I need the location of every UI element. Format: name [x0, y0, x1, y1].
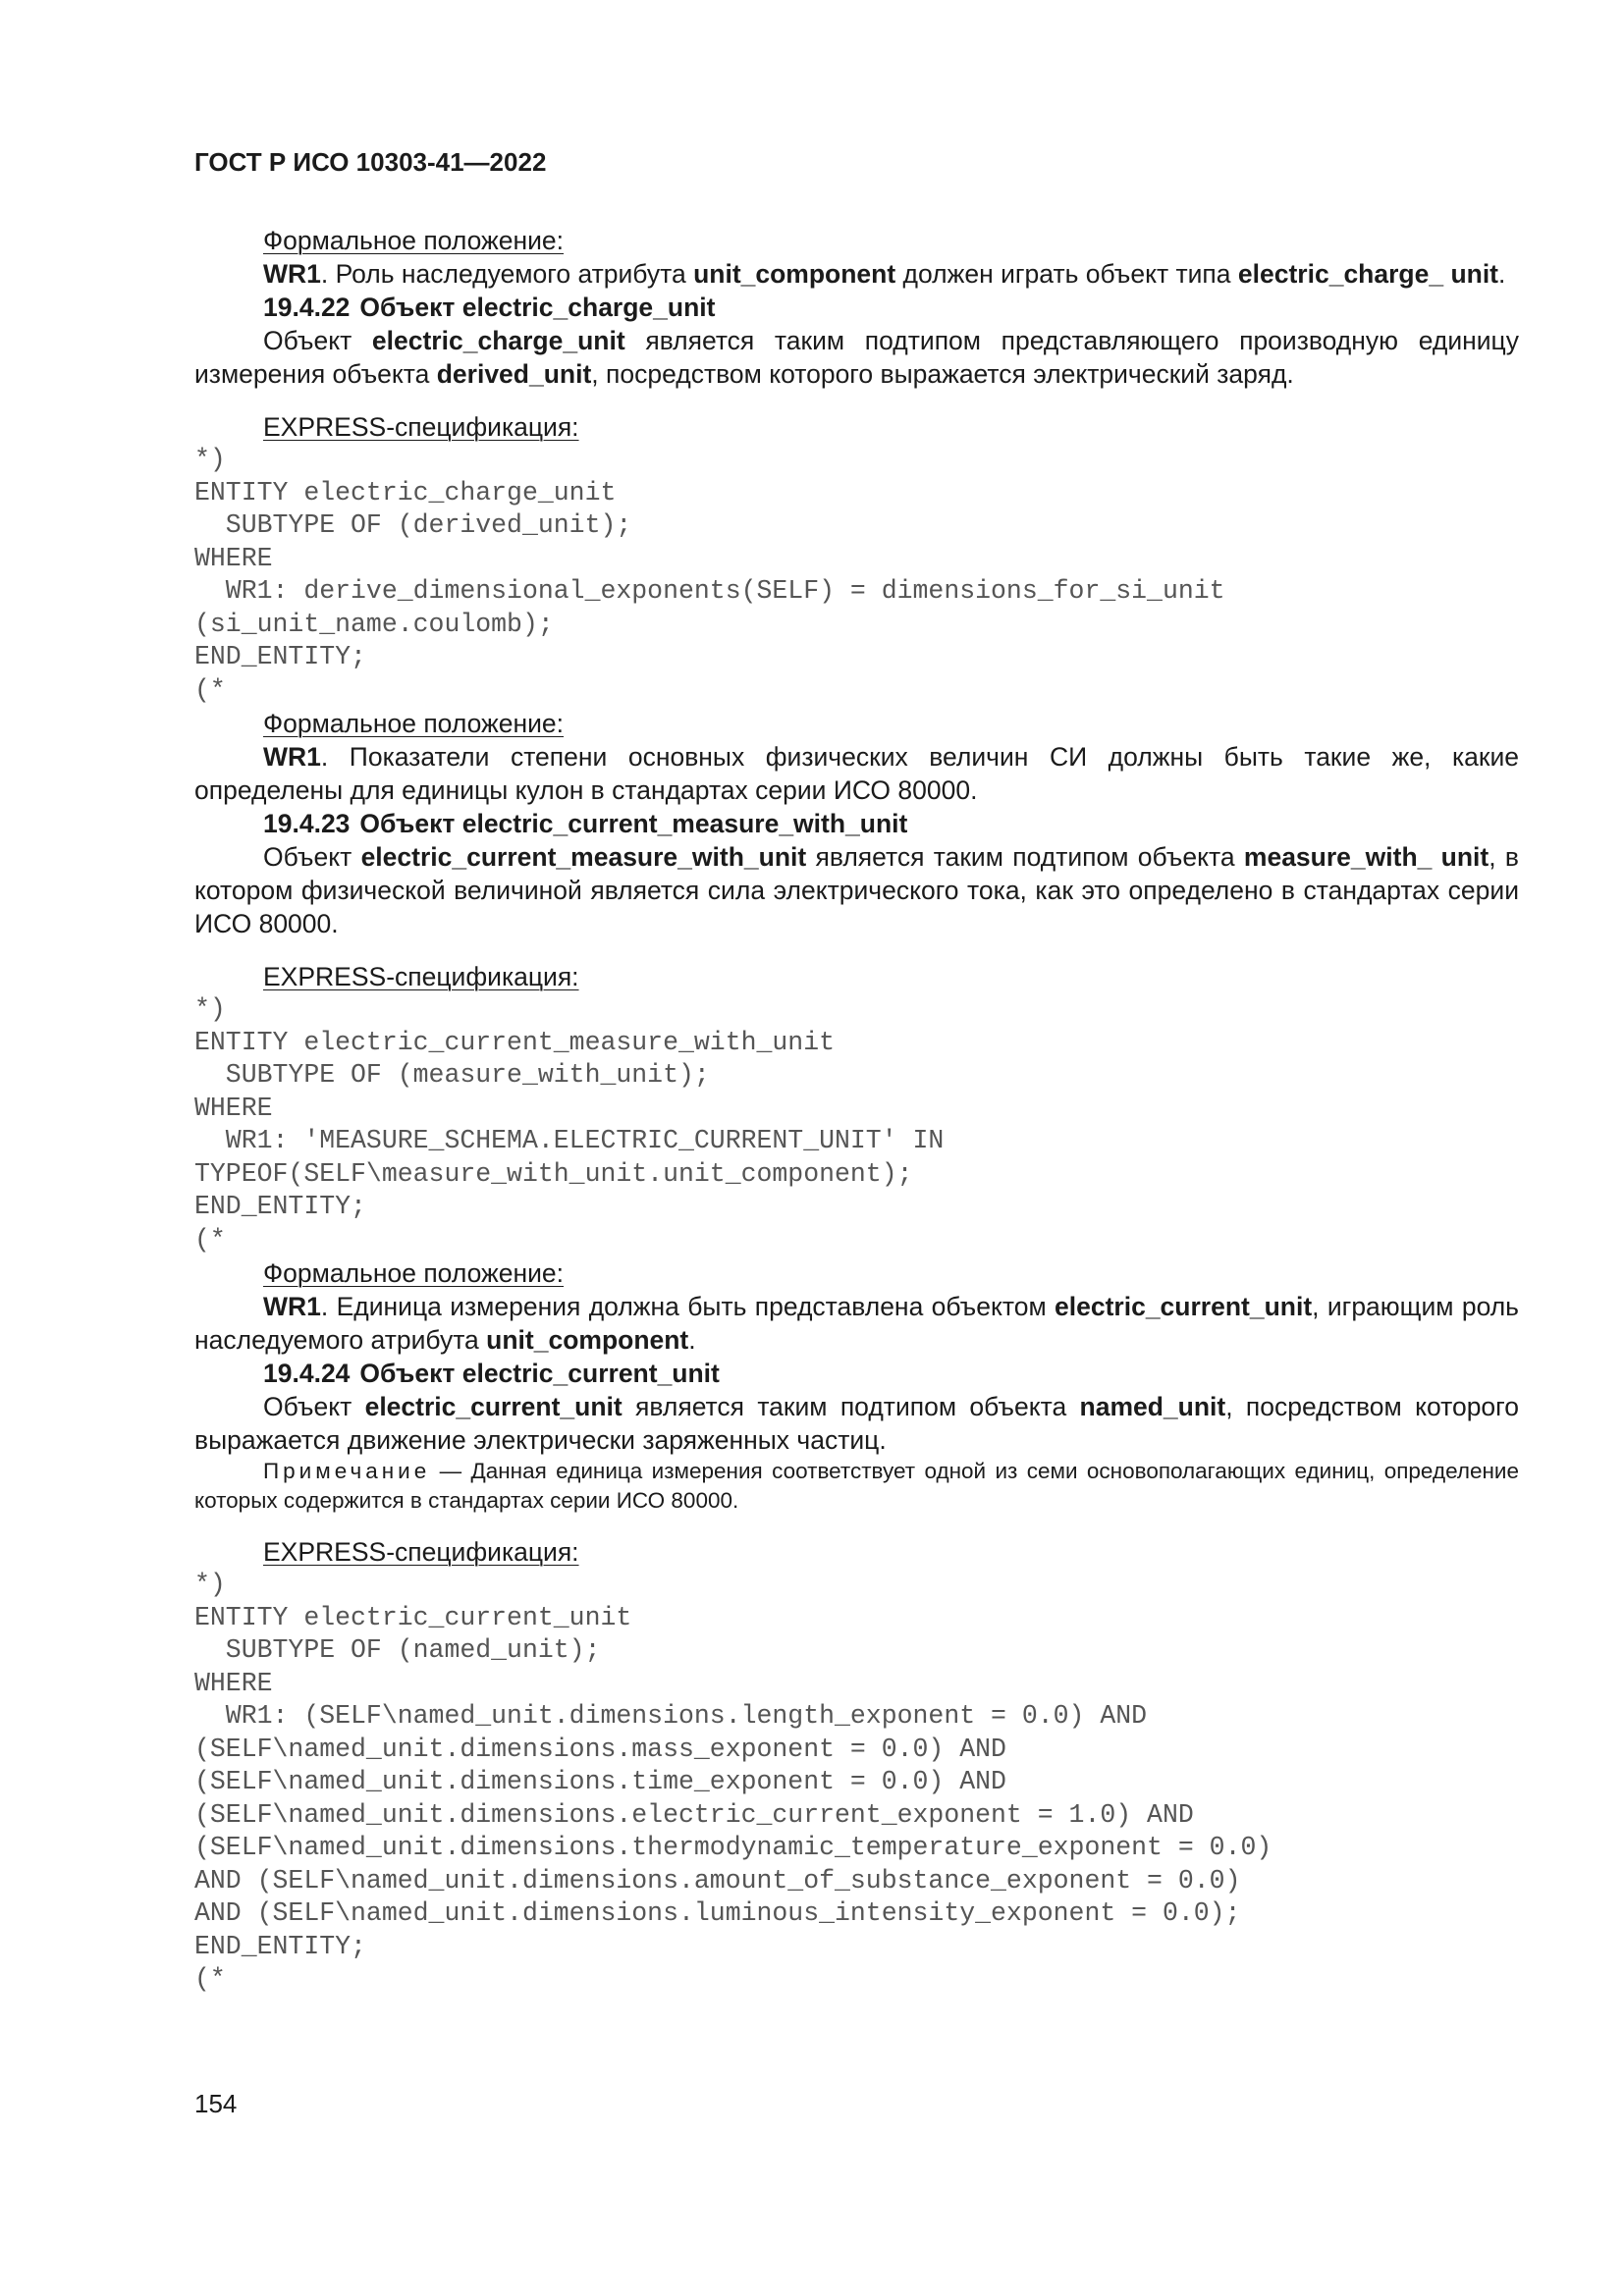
section-heading-19-4-24 [194, 1357, 1519, 1390]
section-description: Объект electric_charge_unit является таким подтипом представляющего производную единицу измерения объекта derived_unit, посредством которого выражается электрический заряд. [194, 326, 1519, 389]
document-header: ГОСТ Р ИСО 10303-41—2022 [194, 147, 547, 177]
note-text: — Данная единица измерения соответствует одной из семи основополагающих единиц, определение которых содержится в стандартах серии ИСО 80000. [194, 1459, 1519, 1513]
rule-label: WR1 [263, 742, 321, 772]
section-number: 19.4.23 [263, 809, 351, 838]
section-description: Объект electric_current_unit является таким подтипом объекта named_unit, посредством которого выражается движение электрически заряженных частиц. [194, 1392, 1519, 1455]
section-number: 19.4.22 [263, 293, 351, 322]
section-number: 19.4.24 [263, 1359, 351, 1388]
formal-statement-label: Формальное положение: [263, 226, 565, 255]
page-number: 154 [194, 2089, 238, 2118]
rule-label: WR1 [263, 1292, 321, 1321]
rule-label: WR1 [263, 259, 321, 289]
express-code-block: *) ENTITY electric_current_measure_with_unit SUBTYPE OF (measure_with_unit); WHERE WR1: 'MEASURE_SCHEMA.ELECTRIC_CURRENT_UNIT' IN TYPEOF(SELF\measure_with_unit.unit_component); END_ENTITY; (* [194, 994, 945, 1255]
express-spec-label: EXPRESS-спецификация: [263, 412, 579, 442]
section-title: Объект electric_current_measure_with_unit [359, 809, 908, 838]
note-label: Примечание [263, 1459, 431, 1483]
section-description: Объект electric_current_measure_with_unit является таким подтипом объекта measure_with_ unit, в котором физической величиной является сила электрического тока, как это определено в стандартах серии ИСО 80000. [194, 842, 1519, 938]
section-title: Объект electric_charge_unit [359, 293, 716, 322]
section-title: Объект electric_current_unit [359, 1359, 720, 1388]
wr1-rule-paragraph: WR1. Единица измерения должна быть представлена объектом electric_current_unit, играющим роль наследуемого атрибута unit_component. [194, 1292, 1519, 1355]
section-heading-19-4-22 [194, 291, 1519, 324]
wr1-rule-paragraph: WR1. Показатели степени основных физических величин СИ должны быть такие же, какие определены для единицы кулон в стандартах серии ИСО 80000. [194, 742, 1519, 805]
formal-statement-label: Формальное положение: [263, 1258, 565, 1288]
note-paragraph [194, 1457, 1519, 1516]
wr1-rule-paragraph: WR1. Роль наследуемого атрибута unit_component должен играть объект типа electric_charge_ unit. [263, 259, 1506, 289]
page-content [194, 224, 1519, 1997]
formal-statement-label: Формальное положение: [263, 709, 565, 738]
express-code-block: *) ENTITY electric_current_unit SUBTYPE OF (named_unit); WHERE WR1: (SELF\named_unit.dimensions.length_exponent = 0.0) AND (SELF\named_unit.dimensions.mass_exponent = 0.0) AND (SELF\named_unit.dimensions.time_exponent = 0.0) AND (SELF\named_unit.dimensions.electric_current_exponent = 1.0) AND (SELF\named_unit.dimensions.thermodynamic_temperature_exponent = 0.0) AND (SELF\named_unit.dimensions.amount_of_substance_exponent = 0.0) AND (SELF\named_unit.dimensions.luminous_intensity_exponent = 0.0); END_ENTITY; (* [194, 1570, 1272, 1994]
express-code-block: *) ENTITY electric_charge_unit SUBTYPE OF (derived_unit); WHERE WR1: derive_dimensional_exponents(SELF) = dimensions_for_si_unit (si_unit_name.coulomb); END_ENTITY; (* [194, 445, 1225, 705]
express-spec-label: EXPRESS-спецификация: [263, 1537, 579, 1567]
section-heading-19-4-23 [194, 807, 1519, 840]
express-spec-label: EXPRESS-спецификация: [263, 962, 579, 991]
